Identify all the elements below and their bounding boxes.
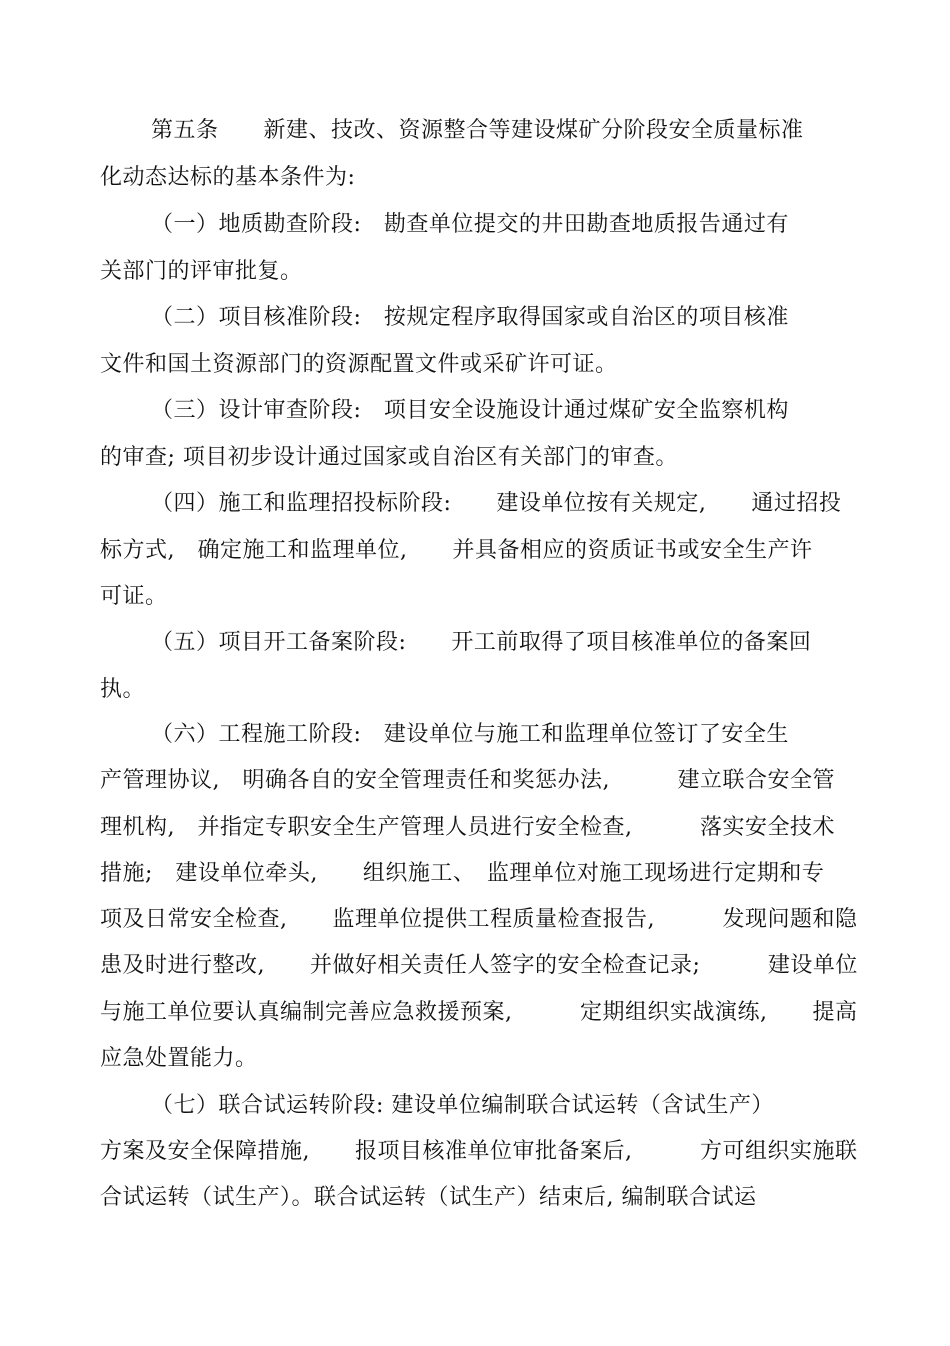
article-5-heading-line: 第五条 新建、技改、资源整合等建设煤矿分阶段安全质量标准 — [151, 118, 804, 143]
item-3-line-1: （三）设计审查阶段: 项目安全设施设计通过煤矿安全监察机构 — [151, 398, 789, 423]
item-7-line-1: （七）联合试运转阶段: 建设单位编制联合试运转（含试生产） — [151, 1093, 774, 1118]
item-6-line-2: 产管理协议, 明确各自的安全管理责任和奖惩办法, 建立联合安全管 — [100, 768, 835, 793]
item-7-line-2: 方案及安全保障措施, 报项目核准单位审批备案后, 方可组织实施联 — [100, 1139, 858, 1164]
item-6-line-4: 措施; 建设单位牵头, 组织施工、 监理单位对施工现场进行定期和专 — [100, 861, 825, 886]
item-2-line-2: 文件和国土资源部门的资源配置文件或采矿许可证。 — [100, 352, 618, 377]
item-6-line-5: 项及日常安全检查, 监理单位提供工程质量检查报告, 发现问题和隐 — [100, 907, 858, 932]
item-4-line-3: 可证。 — [100, 584, 168, 609]
item-6-line-3: 理机构, 并指定专职安全生产管理人员进行安全检查, 落实安全技术 — [100, 815, 835, 840]
item-6-line-6: 患及时进行整改, 并做好相关责任人签字的安全检查记录; 建设单位 — [100, 953, 858, 978]
item-2-line-1: （二）项目核准阶段: 按规定程序取得国家或自治区的项目核准 — [151, 305, 789, 330]
item-4-line-1: （四）施工和监理招投标阶段: 建设单位按有关规定, 通过招投 — [151, 491, 842, 516]
item-5-line-1: （五）项目开工备案阶段: 开工前取得了项目核准单位的备案回 — [151, 630, 812, 655]
item-3-line-2: 的审查; 项目初步设计通过国家或自治区有关部门的审查。 — [100, 445, 678, 470]
item-6-line-1: （六）工程施工阶段: 建设单位与施工和监理单位签订了安全生 — [151, 722, 789, 747]
item-6-line-7: 与施工单位要认真编制完善应急救援预案, 定期组织实战演练, 提高 — [100, 1000, 858, 1025]
item-5-line-2: 执。 — [100, 677, 146, 702]
item-7-line-3: 合试运转（试生产）。联合试运转（试生产）结束后, 编制联合试运 — [100, 1185, 757, 1210]
item-4-line-2: 标方式, 确定施工和监理单位, 并具备相应的资质证书或安全生产许 — [100, 538, 813, 563]
item-1-line-2: 关部门的评审批复。 — [100, 259, 303, 284]
item-1-line-1: （一）地质勘查阶段: 勘查单位提交的井田勘查地质报告通过有 — [151, 212, 789, 237]
article-5-heading-cont: 化动态达标的基本条件为: — [100, 165, 356, 190]
item-6-line-8: 应急处置能力。 — [100, 1046, 258, 1071]
